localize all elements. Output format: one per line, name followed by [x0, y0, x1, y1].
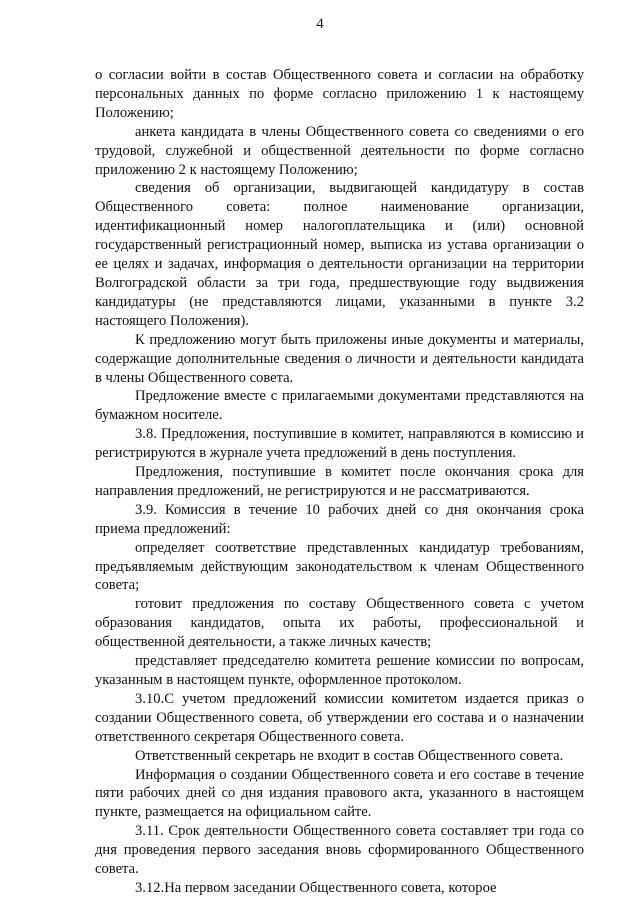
paragraph-secretary: Ответственный секретарь не входит в состав Общественного совета. [135, 747, 564, 764]
paragraph-3-8: 3.8. Предложения, поступившие в комитет, направляются в комиссию и регистрируются в журнале учета предложений в день поступления. [95, 426, 584, 462]
paragraph-attachments: К предложению могут быть приложены иные документы и материалы, содержащие дополнительные сведения о личности и деятельности кандидата в члены Общественного совета. [95, 331, 584, 386]
paragraph-late-proposals: Предложения, поступившие в комитет после окончания срока для направления предложений, не регистрируются и не рассматриваются. [95, 464, 584, 499]
paragraph-determines: определяет соответствие представленных кандидатур требованиям, предъявляемым действующим законодательством к членам Общественного совета; [95, 539, 584, 594]
paragraph-presents: представляет председателю комитета решение комиссии по вопросам, указанным в настоящем пункте, оформленное протоколом. [95, 653, 584, 688]
paragraph-3-11: 3.11. Срок деятельности Общественного совета составляет три года со дня проведения первого заседания вновь сформированного Общественного совета. [95, 823, 584, 878]
paragraph-3-12: 3.12.На первом заседании Общественного совета, которое [135, 879, 497, 896]
document-body [95, 66, 584, 898]
paragraph-questionnaire: анкета кандидата в члены Общественного совета со сведениями о его трудовой, служебной и общественной деятельности по форме согласно приложению 2 к настоящему Положению; [95, 123, 584, 178]
paragraph-3-9: 3.9. Комиссия в течение 10 рабочих дней со дня окончания срока приема предложений: [95, 501, 584, 537]
page-number: 4 [316, 16, 324, 32]
paragraph-organization-info: сведения об организации, выдвигающей кандидатуру в состав Общественного совета: полное наименование организации, идентификационный номер налогоплательщика и (или) основной государственный регистрационный номер, выписка из устава организации о ее целях и задачах, информация о деятельности организации на территории Волгоградской области за три года, предшествующие году выдвижения кандидатуры (не представляются лицами, указанными в пункте 3.2 настоящего Положения). [95, 180, 584, 329]
paragraph-consent: о согласии войти в состав Общественного совета и согласии на обработку персональных данных по форме согласно приложению 1 к настоящему Положению; [95, 67, 584, 121]
paragraph-paper-format: Предложение вместе с прилагаемыми документами представляются на бумажном носителе. [95, 388, 584, 424]
paragraph-prepares: готовит предложения по составу Общественного совета с учетом образования кандидатов, опыта их работы, профессиональной и общественной деятельности, а также личных качеств; [95, 596, 584, 651]
paragraph-3-10: 3.10.С учетом предложений комиссии комитетом издается приказ о создании Общественного совета, об утверждении его состава и о назначении ответственного секретаря Общественного совета. [95, 690, 584, 745]
paragraph-information: Информация о создании Общественного совета и его составе в течение пяти рабочих дней со дня издания правового акта, указанного в настоящем пункте, размещается на официальном сайте. [95, 766, 584, 821]
